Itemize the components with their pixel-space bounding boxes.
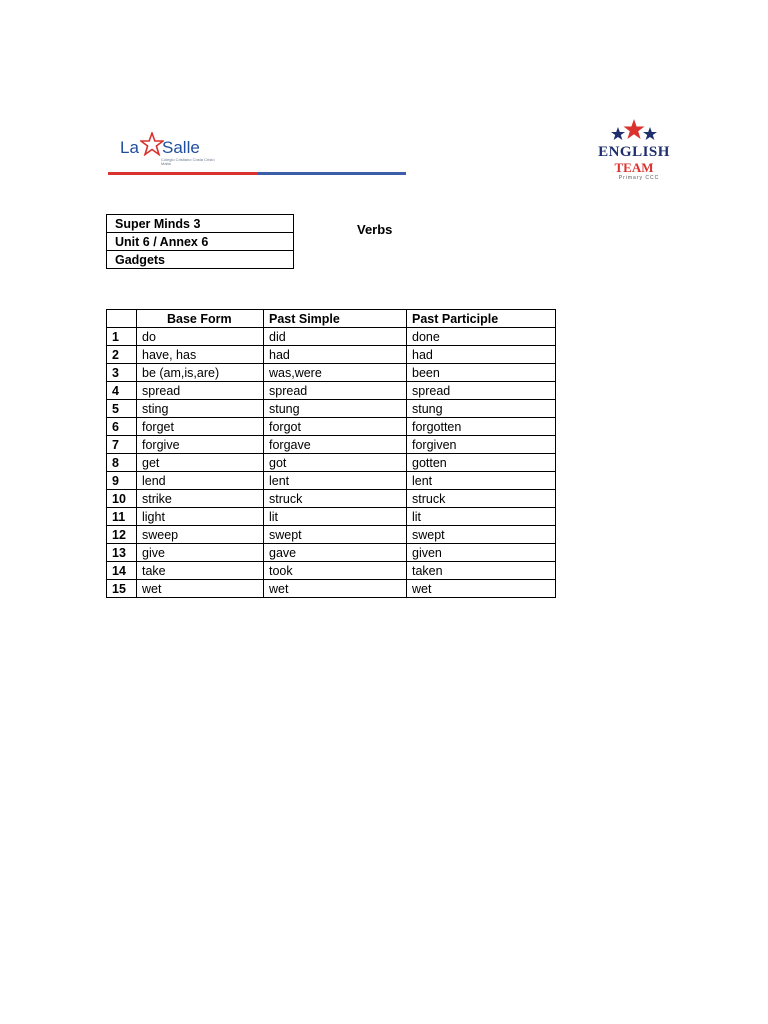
base-form-cell: be (am,is,are) <box>137 364 264 382</box>
base-form-cell: have, has <box>137 346 264 364</box>
school-logo-text-left: La <box>120 138 139 157</box>
column-header-past-participle: Past Participle <box>407 310 556 328</box>
english-team-line1: ENGLISH <box>598 144 670 160</box>
base-form-cell: take <box>137 562 264 580</box>
past-simple-cell: did <box>264 328 407 346</box>
verb-table <box>106 309 556 598</box>
page-title: Verbs <box>357 222 393 237</box>
header-rule-blue <box>258 172 406 175</box>
past-simple-cell: struck <box>264 490 407 508</box>
table-row <box>107 400 556 418</box>
table-row <box>107 436 556 454</box>
table-row <box>107 544 556 562</box>
base-form-cell: sweep <box>137 526 264 544</box>
english-team-logo <box>596 118 672 184</box>
base-form-cell: give <box>137 544 264 562</box>
past-simple-cell: had <box>264 346 407 364</box>
past-simple-cell: was,were <box>264 364 407 382</box>
table-row <box>107 382 556 400</box>
table-row <box>107 418 556 436</box>
base-form-cell: do <box>137 328 264 346</box>
school-logo-subtitle: Colegio Cristiano Costa Cristo Malta <box>161 157 215 166</box>
row-number: 2 <box>107 346 137 364</box>
row-number: 10 <box>107 490 137 508</box>
row-number: 3 <box>107 364 137 382</box>
past-participle-cell: been <box>407 364 556 382</box>
table-row <box>107 562 556 580</box>
row-number: 1 <box>107 328 137 346</box>
past-participle-cell: lent <box>407 472 556 490</box>
past-participle-cell: given <box>407 544 556 562</box>
row-number: 15 <box>107 580 137 598</box>
info-row <box>107 215 294 233</box>
past-participle-cell: forgiven <box>407 436 556 454</box>
past-participle-cell: forgotten <box>407 418 556 436</box>
column-header-past-simple: Past Simple <box>264 310 407 328</box>
past-simple-cell: spread <box>264 382 407 400</box>
row-number: 7 <box>107 436 137 454</box>
column-header-number <box>107 310 137 328</box>
english-team-line3: Primary CCC <box>618 175 660 181</box>
base-form-cell: light <box>137 508 264 526</box>
past-simple-cell: took <box>264 562 407 580</box>
base-form-cell: forget <box>137 418 264 436</box>
table-row <box>107 526 556 544</box>
past-simple-cell: lit <box>264 508 407 526</box>
past-simple-cell: stung <box>264 400 407 418</box>
column-header-base-form: Base Form <box>137 310 264 328</box>
star-icon <box>140 132 164 156</box>
past-simple-cell: forgot <box>264 418 407 436</box>
table-row <box>107 328 556 346</box>
row-number: 9 <box>107 472 137 490</box>
past-participle-cell: swept <box>407 526 556 544</box>
info-row <box>107 251 294 269</box>
stars-icon <box>610 118 658 144</box>
course-name: Super Minds 3 <box>107 215 294 233</box>
row-number: 12 <box>107 526 137 544</box>
past-simple-cell: gave <box>264 544 407 562</box>
past-simple-cell: got <box>264 454 407 472</box>
past-simple-cell: lent <box>264 472 407 490</box>
school-logo <box>108 128 406 178</box>
past-simple-cell: swept <box>264 526 407 544</box>
row-number: 11 <box>107 508 137 526</box>
table-row <box>107 364 556 382</box>
past-participle-cell: taken <box>407 562 556 580</box>
base-form-cell: wet <box>137 580 264 598</box>
table-row <box>107 580 556 598</box>
past-participle-cell: wet <box>407 580 556 598</box>
base-form-cell: strike <box>137 490 264 508</box>
past-participle-cell: stung <box>407 400 556 418</box>
row-number: 13 <box>107 544 137 562</box>
past-simple-cell: wet <box>264 580 407 598</box>
row-number: 6 <box>107 418 137 436</box>
row-number: 14 <box>107 562 137 580</box>
past-participle-cell: gotten <box>407 454 556 472</box>
unit-name: Unit 6 / Annex 6 <box>107 233 294 251</box>
header-rule-red <box>108 172 258 175</box>
past-participle-cell: spread <box>407 382 556 400</box>
row-number: 4 <box>107 382 137 400</box>
topic-name: Gadgets <box>107 251 294 269</box>
school-logo-text-right: Salle <box>162 138 200 157</box>
past-participle-cell: struck <box>407 490 556 508</box>
table-row <box>107 346 556 364</box>
past-participle-cell: had <box>407 346 556 364</box>
past-simple-cell: forgave <box>264 436 407 454</box>
base-form-cell: spread <box>137 382 264 400</box>
table-row <box>107 508 556 526</box>
table-row <box>107 472 556 490</box>
table-header-row <box>107 310 556 328</box>
english-team-line2: TEAM <box>614 160 654 175</box>
base-form-cell: get <box>137 454 264 472</box>
row-number: 5 <box>107 400 137 418</box>
info-box <box>106 214 294 269</box>
table-row <box>107 454 556 472</box>
past-participle-cell: done <box>407 328 556 346</box>
past-participle-cell: lit <box>407 508 556 526</box>
table-row <box>107 490 556 508</box>
base-form-cell: lend <box>137 472 264 490</box>
base-form-cell: sting <box>137 400 264 418</box>
row-number: 8 <box>107 454 137 472</box>
base-form-cell: forgive <box>137 436 264 454</box>
info-row <box>107 233 294 251</box>
